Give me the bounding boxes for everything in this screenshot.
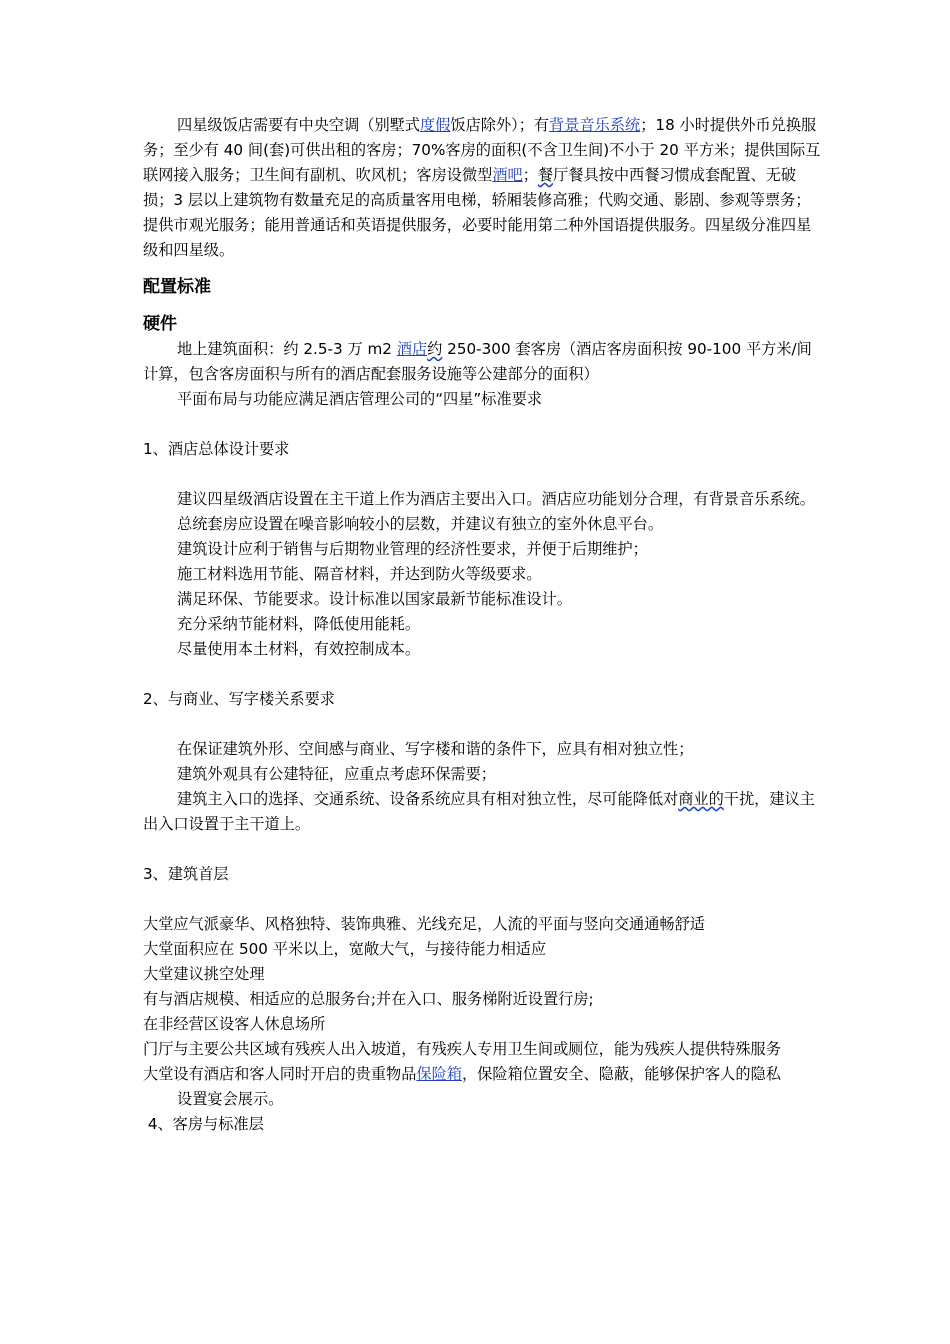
section3-item: 设置宴会展示。 xyxy=(177,1090,284,1108)
section3-item: 门厅与主要公共区域有残疾人出入坡道，有残疾人专用卫生间或厕位，能为残疾人提供特殊服务 xyxy=(143,1040,781,1058)
section2-text: 建筑主入口的选择、交通系统、设备系统应具有相对独立性，尽可能降低对 xyxy=(177,790,679,808)
section3-text: 大堂设有酒店和客人同时开启的贵重物品 xyxy=(143,1065,417,1083)
heading-config: 配置标准 xyxy=(143,277,211,297)
section1-item: 总统套房应设置在噪音影响较小的层数，并建议有独立的室外休息平台。 xyxy=(177,515,663,533)
section1-item: 充分采纳节能材料，降低使用能耗。 xyxy=(177,615,420,633)
section1-item: 尽量使用本土材料，有效控制成本。 xyxy=(177,640,420,658)
link-dujia[interactable]: 度假 xyxy=(420,116,451,134)
wavy-can: 餐 xyxy=(537,166,554,184)
intro-paragraph xyxy=(143,113,823,263)
hardware-paragraph xyxy=(143,337,823,387)
link-hotel[interactable]: 酒店 xyxy=(396,340,428,358)
hardware-paragraph-2: 平面布局与功能应满足酒店管理公司的“四星”标准要求 xyxy=(177,390,543,408)
section2-title: 2、与商业、写字楼关系要求 xyxy=(143,690,335,708)
section1-item: 建筑设计应利于销售与后期物业管理的经济性要求，并便于后期维护； xyxy=(177,540,648,558)
document-content xyxy=(143,113,823,1137)
hardware-text: 250-300 套客房（酒店客房面积按 90-100 平方米/间计算，包含客房面积与所有的酒店配套服务设施等公建部分的面积） xyxy=(143,340,812,383)
intro-text: 四星级饭店需要有中央空调（别墅式 xyxy=(177,116,420,134)
section3-item: 在非经营区设客人休息场所 xyxy=(143,1015,326,1033)
section1-item: 满足环保、节能要求。设计标准以国家最新节能标准设计。 xyxy=(177,590,572,608)
section3-text: ，保险箱位置安全、隐蔽，能够保护客人的隐私 xyxy=(461,1065,781,1083)
intro-text: ； xyxy=(522,166,538,184)
link-bar[interactable]: 酒吧 xyxy=(492,166,523,184)
wavy-shangye: 商业的 xyxy=(678,790,724,808)
section3-item: 大堂应气派豪华、风格独特、装饰典雅、光线充足，人流的平面与竖向交通通畅舒适 xyxy=(143,915,705,933)
section3-item: 大堂面积应在 500 平米以上，宽敞大气，与接待能力相适应 xyxy=(143,940,547,958)
section1-title: 1、酒店总体设计要求 xyxy=(143,440,290,458)
section2-item xyxy=(143,787,823,837)
intro-text: ；18 小时提供外币兑换服务；至少有 40 间(套)可供出租的客房；70%客房的面积(不含卫生间)不小于 20 平方米；提供国际互联网接入服务；卫生间有副机、吹风机；客房设微型 xyxy=(143,116,821,184)
intro-text: 饭店除外）；有 xyxy=(450,116,550,134)
section1-item: 施工材料选用节能、隔音材料，并达到防火等级要求。 xyxy=(177,565,542,583)
intro-text: 厅餐具按中西餐习惯成套配置、无破损；3 层以上建筑物有数量充足的高质量客用电梯，轿厢装修高雅；代购交通、影剧、参观等票务；提供市观光服务；能用普通话和英语提供服务，必要时能用第二种外国语提供服务。四星级分准四星级和四星级。 xyxy=(143,166,812,259)
section2-item: 在保证建筑外形、空间感与商业、写字楼和谐的条件下，应具有相对独立性； xyxy=(177,740,694,758)
link-background-music[interactable]: 背景音乐系统 xyxy=(549,116,641,134)
section1-item: 建议四星级酒店设置在主干道上作为酒店主要出入口。酒店应功能划分合理，有背景音乐系统。 xyxy=(177,490,815,508)
heading-hardware: 硬件 xyxy=(143,314,177,334)
section3-item: 有与酒店规模、相适应的总服务台;并在入口、服务梯附近设置行房; xyxy=(143,990,594,1008)
link-safe-box[interactable]: 保险箱 xyxy=(416,1065,462,1083)
hardware-text: 地上建筑面积：约 2.5-3 万 m2 xyxy=(177,340,397,358)
wavy-yue: 约 xyxy=(427,340,443,358)
section2-text: 干扰，建议主出入口设置于主干道上。 xyxy=(143,790,815,833)
section2-item: 建筑外观具有公建特征，应重点考虑环保需要； xyxy=(177,765,496,783)
section3-title: 3、建筑首层 xyxy=(143,865,229,883)
section3-item: 大堂建议挑空处理 xyxy=(143,965,265,983)
section4-title: 4、客房与标准层 xyxy=(143,1115,264,1133)
section3-item xyxy=(143,1062,823,1087)
